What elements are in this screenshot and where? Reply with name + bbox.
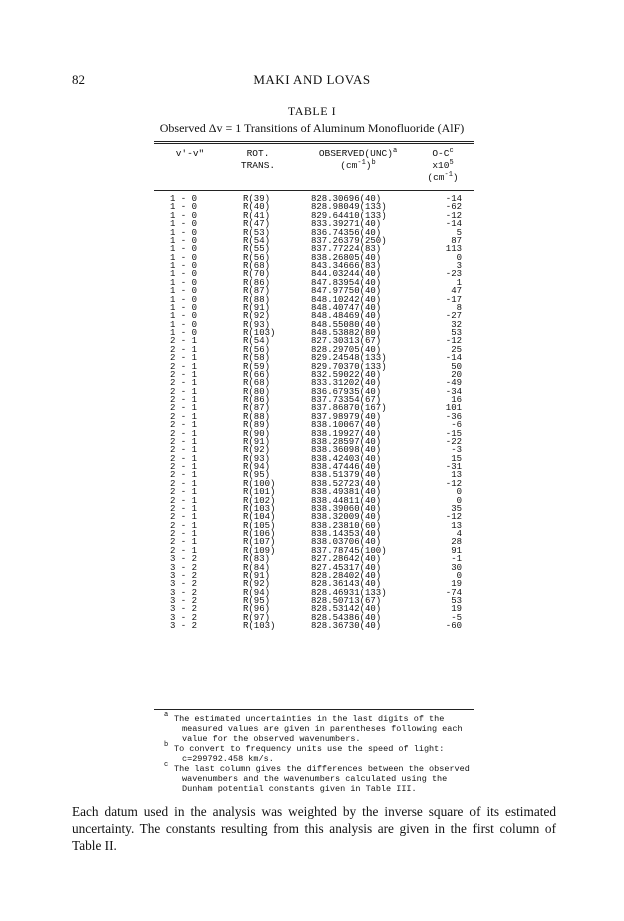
- o-minus-c-cell: 47: [451, 286, 462, 297]
- observed-wavenumber-cell: 847.97750(40): [311, 286, 382, 297]
- observed-wavenumber-cell: 829.70370(133): [311, 361, 387, 372]
- rotational-transition-cell: R(86): [243, 277, 271, 288]
- observed-wavenumber-cell: 838.52723(40): [311, 478, 382, 489]
- vibrational-transition-cell: 3 - 2: [170, 612, 198, 623]
- vibrational-transition-cell: 3 - 2: [170, 604, 198, 615]
- observed-wavenumber-cell: 837.73354(67): [311, 395, 382, 405]
- rotational-transition-cell: R(84): [243, 562, 271, 573]
- table-label: TABLE I: [287, 104, 337, 118]
- header-rotational-transition: ROT. TRANS.: [240, 148, 276, 171]
- o-minus-c-cell: -1: [451, 554, 462, 565]
- vibrational-transition-cell: 2 - 1: [170, 361, 198, 372]
- rotational-transition-cell: R(86): [243, 395, 271, 405]
- o-minus-c-cell: -23: [445, 269, 462, 280]
- rotational-transition-cell: R(56): [243, 344, 271, 355]
- rotational-transition-cell: R(68): [243, 378, 271, 389]
- o-minus-c-cell: -6: [451, 420, 462, 431]
- table-top-rule: [154, 141, 474, 142]
- footnote-a-line1: The estimated uncertainties in the last digits of the: [174, 714, 445, 724]
- o-minus-c-cell: 50: [451, 361, 462, 372]
- observed-wavenumber-cell: 838.23810(60): [311, 520, 382, 531]
- footnote-a-line2: measured values are given in parentheses following each: [182, 724, 463, 734]
- rotational-transition-cell: R(68): [243, 261, 271, 271]
- rotational-transition-cell: R(88): [243, 294, 271, 305]
- observed-wavenumber-cell: 837.77224(83): [311, 244, 382, 255]
- rotational-transition-cell: R(59): [243, 361, 271, 372]
- rotational-transition-cell: R(91): [243, 302, 271, 313]
- vibrational-transition-cell: 1 - 0: [170, 277, 198, 288]
- observed-wavenumber-cell: 828.54386(40): [311, 612, 382, 623]
- vibrational-transition-cell: 3 - 2: [170, 554, 198, 565]
- observed-wavenumber-cell: 838.32009(40): [311, 512, 382, 523]
- o-minus-c-cell: -17: [445, 294, 462, 305]
- o-minus-c-cell: -12: [445, 478, 462, 489]
- observed-wavenumber-cell: 827.45317(40): [311, 562, 382, 573]
- observed-wavenumber-cell: 832.59022(40): [311, 369, 382, 380]
- rotational-transition-cell: R(102): [243, 495, 276, 506]
- vibrational-transition-cell: 1 - 0: [170, 235, 198, 246]
- table-header-rule: [154, 190, 474, 191]
- rotational-transition-cell: R(87): [243, 403, 271, 414]
- rotational-transition-cell: R(95): [243, 596, 271, 606]
- rotational-transition-cell: R(39): [243, 194, 271, 204]
- vibrational-transition-cell: 2 - 1: [170, 462, 198, 472]
- vibrational-transition-cell: 1 - 0: [170, 311, 198, 322]
- vibrational-transition-cell: 2 - 1: [170, 520, 198, 531]
- vibrational-transition-cell: 2 - 1: [170, 344, 198, 355]
- o-minus-c-cell: 3: [456, 261, 462, 271]
- observed-wavenumber-cell: 848.40747(40): [311, 302, 382, 313]
- o-minus-c-cell: 28: [451, 537, 462, 548]
- rotational-transition-cell: R(105): [243, 520, 276, 531]
- observed-wavenumber-cell: 828.29705(40): [311, 344, 382, 355]
- header-o-minus-c: $O-C^c$ $x10^5$ $(cm^{-1})$: [427, 146, 459, 183]
- o-minus-c-cell: 19: [451, 604, 462, 615]
- o-minus-c-cell: -49: [445, 378, 462, 389]
- header-vibrational-transition: v'-v": [175, 148, 205, 159]
- rotational-transition-cell: R(92): [243, 579, 271, 590]
- o-minus-c-cell: 0: [456, 570, 462, 581]
- o-minus-c-cell: 53: [451, 328, 462, 338]
- o-minus-c-cell: -60: [445, 621, 462, 632]
- rotational-transition-cell: R(109): [243, 545, 276, 556]
- observed-wavenumber-cell: 833.31202(40): [311, 378, 382, 389]
- rotational-transition-cell: R(101): [243, 487, 276, 498]
- observed-wavenumber-cell: 829.24548(133): [311, 353, 387, 364]
- rotational-transition-cell: R(70): [243, 269, 271, 280]
- vibrational-transition-cell: 3 - 2: [170, 579, 198, 590]
- rotational-transition-cell: R(54): [243, 336, 271, 347]
- footnote-c-mark: c: [164, 761, 169, 769]
- vibrational-transition-cell: 2 - 1: [170, 495, 198, 506]
- vibrational-transition-cell: 2 - 1: [170, 478, 198, 489]
- rotational-transition-cell: R(104): [243, 512, 276, 523]
- vibrational-transition-cell: 1 - 0: [170, 210, 198, 221]
- observed-wavenumber-cell: 843.34666(83): [311, 261, 382, 271]
- vibrational-transition-cell: 3 - 2: [170, 570, 198, 581]
- rotational-transition-cell: R(88): [243, 411, 271, 422]
- vibrational-transition-cell: 2 - 1: [170, 470, 198, 481]
- footnote-c-line1: The last column gives the differences between the observed: [174, 764, 470, 774]
- vibrational-transition-cell: 2 - 1: [170, 545, 198, 556]
- o-minus-c-cell: 35: [451, 503, 462, 514]
- observed-wavenumber-cell: 838.47446(40): [311, 462, 382, 472]
- observed-wavenumber-cell: 838.03706(40): [311, 537, 382, 548]
- vibrational-transition-cell: 1 - 0: [170, 244, 198, 255]
- observed-wavenumber-cell: 838.44811(40): [311, 495, 382, 506]
- vibrational-transition-cell: 1 - 0: [170, 261, 198, 271]
- observed-wavenumber-cell: 828.46931(133): [311, 587, 387, 598]
- vibrational-transition-cell: 2 - 1: [170, 336, 198, 347]
- vibrational-transition-cell: 2 - 1: [170, 428, 198, 439]
- vibrational-transition-cell: 1 - 0: [170, 252, 198, 263]
- o-minus-c-cell: -62: [445, 202, 462, 213]
- vibrational-transition-cell: 2 - 1: [170, 436, 198, 447]
- observed-wavenumber-cell: 848.48469(40): [311, 311, 382, 322]
- rotational-transition-cell: R(87): [243, 286, 271, 297]
- vibrational-transition-cell: 1 - 0: [170, 227, 198, 238]
- rotational-transition-cell: R(83): [243, 554, 271, 565]
- rotational-transition-cell: R(66): [243, 369, 271, 380]
- o-minus-c-cell: -14: [445, 194, 462, 204]
- vibrational-transition-cell: 1 - 0: [170, 194, 198, 204]
- observed-wavenumber-cell: 838.51379(40): [311, 470, 382, 481]
- observed-wavenumber-cell: 828.98049(133): [311, 202, 387, 213]
- vibrational-transition-cell: 2 - 1: [170, 420, 198, 431]
- vibrational-transition-cell: 2 - 1: [170, 378, 198, 389]
- rotational-transition-cell: R(95): [243, 470, 271, 481]
- o-minus-c-cell: -74: [445, 587, 462, 598]
- body-paragraph: Each datum used in the analysis was weighted by the inverse square of its estimated uncertainty. The constants resulting from this analysis are given in the first column of Table II.: [72, 804, 556, 853]
- o-minus-c-cell: -3: [451, 445, 462, 456]
- vibrational-transition-cell: 2 - 1: [170, 395, 198, 405]
- observed-wavenumber-cell: 838.14353(40): [311, 529, 382, 539]
- o-minus-c-cell: -36: [445, 411, 462, 422]
- vibrational-transition-cell: 2 - 1: [170, 353, 198, 364]
- footnote-a-mark: a: [164, 711, 169, 719]
- rotational-transition-cell: R(97): [243, 612, 271, 623]
- rotational-transition-cell: R(90): [243, 428, 271, 439]
- o-minus-c-cell: 0: [456, 487, 462, 498]
- vibrational-transition-cell: 3 - 2: [170, 587, 198, 598]
- vibrational-transition-cell: 2 - 1: [170, 529, 198, 539]
- vibrational-transition-cell: 1 - 0: [170, 219, 198, 230]
- observed-wavenumber-cell: 827.30313(67): [311, 336, 382, 347]
- o-minus-c-cell: 113: [445, 244, 462, 255]
- vibrational-transition-cell: 2 - 1: [170, 453, 198, 464]
- observed-wavenumber-cell: 838.42403(40): [311, 453, 382, 464]
- vibrational-transition-cell: 1 - 0: [170, 269, 198, 280]
- vibrational-transition-cell: 1 - 0: [170, 294, 198, 305]
- observed-wavenumber-cell: 848.55080(40): [311, 319, 382, 330]
- rotational-transition-cell: R(47): [243, 219, 271, 230]
- table-top-rule-double: [154, 143, 474, 144]
- observed-wavenumber-cell: 844.03244(40): [311, 269, 382, 280]
- o-minus-c-cell: -22: [445, 436, 462, 447]
- table-body: [0, 195, 624, 631]
- observed-wavenumber-cell: 837.26379(250): [311, 235, 387, 246]
- rotational-transition-cell: R(100): [243, 478, 276, 489]
- o-minus-c-cell: 13: [451, 520, 462, 531]
- observed-wavenumber-cell: 828.36730(40): [311, 621, 382, 632]
- observed-wavenumber-cell: 828.50713(67): [311, 596, 382, 606]
- o-minus-c-cell: 53: [451, 596, 462, 606]
- o-minus-c-cell: -14: [445, 219, 462, 230]
- vibrational-transition-cell: 1 - 0: [170, 202, 198, 213]
- rotational-transition-cell: R(106): [243, 529, 276, 539]
- observed-wavenumber-cell: 836.74356(40): [311, 227, 382, 238]
- footnote-b-line1: To convert to frequency units use the speed of light:: [174, 744, 445, 754]
- o-minus-c-cell: 4: [456, 529, 462, 539]
- o-minus-c-cell: -31: [445, 462, 462, 472]
- observed-wavenumber-cell: 837.78745(100): [311, 545, 387, 556]
- observed-wavenumber-cell: 828.30696(40): [311, 194, 382, 204]
- rotational-transition-cell: R(93): [243, 319, 271, 330]
- observed-wavenumber-cell: 838.39060(40): [311, 503, 382, 514]
- vibrational-transition-cell: 2 - 1: [170, 537, 198, 548]
- o-minus-c-cell: 30: [451, 562, 462, 573]
- rotational-transition-cell: R(92): [243, 311, 271, 322]
- vibrational-transition-cell: 2 - 1: [170, 386, 198, 397]
- rotational-transition-cell: R(91): [243, 436, 271, 447]
- observed-wavenumber-cell: 838.49381(40): [311, 487, 382, 498]
- observed-wavenumber-cell: 838.19927(40): [311, 428, 382, 439]
- footnote-a-line3: value for the observed wavenumbers.: [182, 734, 361, 744]
- rotational-transition-cell: R(91): [243, 570, 271, 581]
- rotational-transition-cell: R(80): [243, 386, 271, 397]
- o-minus-c-cell: 15: [451, 453, 462, 464]
- vibrational-transition-cell: 3 - 2: [170, 562, 198, 573]
- o-minus-c-cell: 101: [445, 403, 462, 414]
- o-minus-c-cell: -34: [445, 386, 462, 397]
- vibrational-transition-cell: 2 - 1: [170, 445, 198, 456]
- o-minus-c-cell: 20: [451, 369, 462, 380]
- vibrational-transition-cell: 2 - 1: [170, 503, 198, 514]
- footnote-c-line3: Dunham potential constants given in Table III.: [182, 784, 417, 794]
- rotational-transition-cell: R(94): [243, 587, 271, 598]
- o-minus-c-cell: -12: [445, 210, 462, 221]
- observed-wavenumber-cell: 829.64410(133): [311, 210, 387, 221]
- footnote-b-line2: c=299792.458 km/s.: [182, 754, 274, 764]
- table-caption: Observed Δv = 1 Transitions of Aluminum Monofluoride (AlF): [159, 121, 465, 135]
- observed-wavenumber-cell: 848.53882(80): [311, 328, 382, 338]
- observed-wavenumber-cell: 828.28402(40): [311, 570, 382, 581]
- rotational-transition-cell: R(93): [243, 453, 271, 464]
- o-minus-c-cell: 91: [451, 545, 462, 556]
- rotational-transition-cell: R(94): [243, 462, 271, 472]
- observed-wavenumber-cell: 828.36143(40): [311, 579, 382, 590]
- footnote-c-line2: wavenumbers and the wavenumbers calculated using the: [182, 774, 448, 784]
- vibrational-transition-cell: 2 - 1: [170, 403, 198, 414]
- rotational-transition-cell: R(107): [243, 537, 276, 548]
- observed-wavenumber-cell: 828.53142(40): [311, 604, 382, 615]
- rotational-transition-cell: R(40): [243, 202, 271, 213]
- o-minus-c-cell: 87: [451, 235, 462, 246]
- observed-wavenumber-cell: 848.10242(40): [311, 294, 382, 305]
- observed-wavenumber-cell: 838.36098(40): [311, 445, 382, 456]
- rotational-transition-cell: R(92): [243, 445, 271, 456]
- o-minus-c-cell: 0: [456, 252, 462, 263]
- vibrational-transition-cell: 3 - 2: [170, 621, 198, 632]
- page-number: 82: [72, 72, 85, 87]
- o-minus-c-cell: -14: [445, 353, 462, 364]
- observed-wavenumber-cell: 847.83954(40): [311, 277, 382, 288]
- vibrational-transition-cell: 2 - 1: [170, 369, 198, 380]
- rotational-transition-cell: R(56): [243, 252, 271, 263]
- rotational-transition-cell: R(103): [243, 328, 276, 338]
- observed-wavenumber-cell: 837.86870(167): [311, 403, 387, 414]
- o-minus-c-cell: -12: [445, 336, 462, 347]
- observed-wavenumber-cell: 838.10067(40): [311, 420, 382, 431]
- o-minus-c-cell: 8: [456, 302, 462, 313]
- o-minus-c-cell: 1: [456, 277, 462, 288]
- vibrational-transition-cell: 1 - 0: [170, 302, 198, 313]
- o-minus-c-cell: -15: [445, 428, 462, 439]
- o-minus-c-cell: 25: [451, 344, 462, 355]
- rotational-transition-cell: R(53): [243, 227, 271, 238]
- vibrational-transition-cell: 2 - 1: [170, 512, 198, 523]
- o-minus-c-cell: -5: [451, 612, 462, 623]
- footnote-b-mark: b: [164, 741, 169, 749]
- observed-wavenumber-cell: 838.26805(40): [311, 252, 382, 263]
- vibrational-transition-cell: 1 - 0: [170, 319, 198, 330]
- running-head: MAKI AND LOVAS: [253, 72, 371, 87]
- vibrational-transition-cell: 2 - 1: [170, 411, 198, 422]
- rotational-transition-cell: R(54): [243, 235, 271, 246]
- vibrational-transition-cell: 2 - 1: [170, 487, 198, 498]
- rotational-transition-cell: R(55): [243, 244, 271, 255]
- rotational-transition-cell: R(103): [243, 503, 276, 514]
- observed-wavenumber-cell: 837.98979(40): [311, 411, 382, 422]
- o-minus-c-cell: 19: [451, 579, 462, 590]
- rotational-transition-cell: R(58): [243, 353, 271, 364]
- table-row: [0, 622, 624, 630]
- observed-wavenumber-cell: 833.39271(40): [311, 219, 382, 230]
- o-minus-c-cell: 13: [451, 470, 462, 481]
- rotational-transition-cell: R(41): [243, 210, 271, 221]
- o-minus-c-cell: 0: [456, 495, 462, 506]
- vibrational-transition-cell: 1 - 0: [170, 286, 198, 297]
- o-minus-c-cell: 32: [451, 319, 462, 330]
- observed-wavenumber-cell: 838.28597(40): [311, 436, 382, 447]
- header-observed: OBSERVED(UNC)$^a$ $(cm^{-1})^b$: [318, 146, 398, 171]
- o-minus-c-cell: 5: [456, 227, 462, 238]
- rotational-transition-cell: R(89): [243, 420, 271, 431]
- rotational-transition-cell: R(96): [243, 604, 271, 615]
- o-minus-c-cell: -27: [445, 311, 462, 322]
- table-bottom-rule: [154, 709, 474, 710]
- o-minus-c-cell: -12: [445, 512, 462, 523]
- observed-wavenumber-cell: 827.28642(40): [311, 554, 382, 565]
- rotational-transition-cell: R(103): [243, 621, 276, 632]
- vibrational-transition-cell: 1 - 0: [170, 328, 198, 338]
- vibrational-transition-cell: 3 - 2: [170, 596, 198, 606]
- observed-wavenumber-cell: 836.67935(40): [311, 386, 382, 397]
- o-minus-c-cell: 16: [451, 395, 462, 405]
